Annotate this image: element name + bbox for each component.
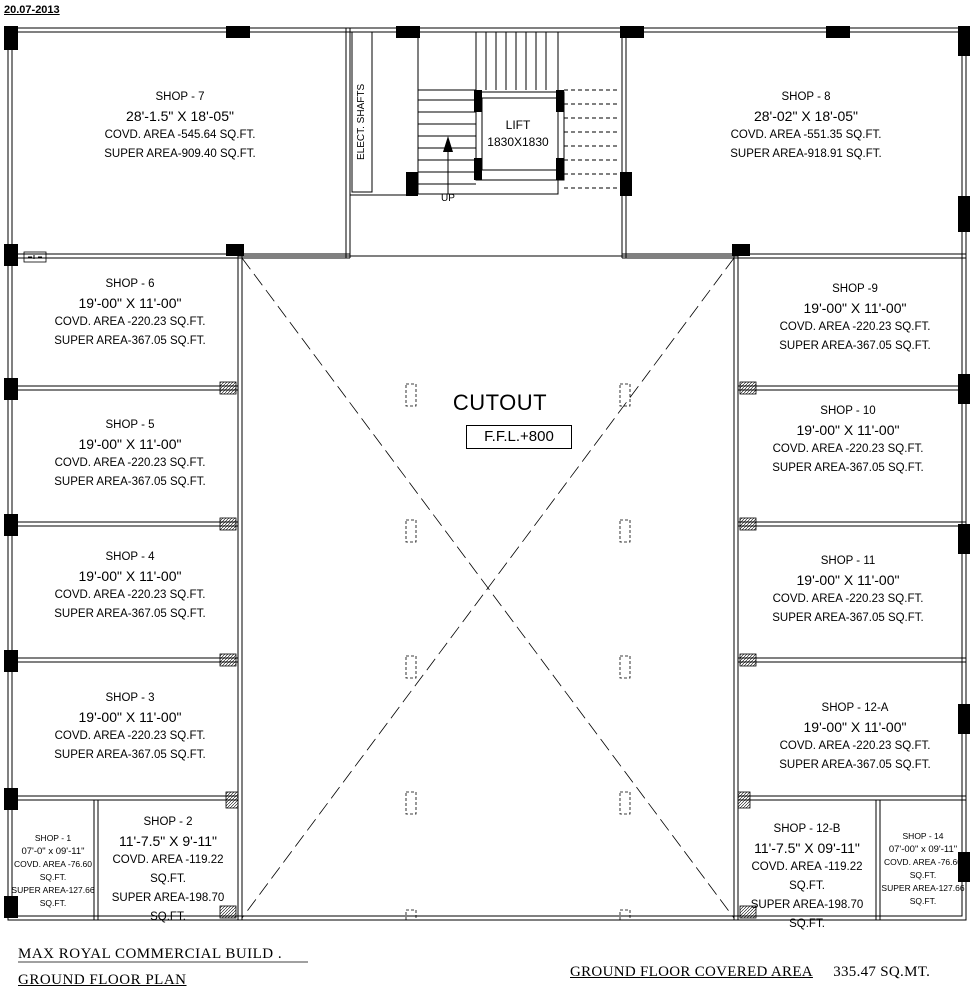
shop-super-area: SUPER AREA-367.05 SQ.FT. — [779, 759, 931, 771]
drawing-date: 20.07-2013 — [4, 4, 60, 16]
shop-name: SHOP - 8 — [781, 91, 831, 103]
shop-name: SHOP - 1 — [34, 833, 72, 843]
shop-covd-area: COVD. AREA -545.64 SQ.FT. — [104, 129, 256, 141]
shop-dims: 19'-00" X 11'-00" — [78, 568, 182, 584]
shop-6-label — [20, 275, 240, 351]
cutout-label: CUTOUT — [452, 390, 548, 415]
shop-name: SHOP - 10 — [820, 405, 876, 417]
floor-level-tag: F.F.L.+800 — [466, 425, 572, 449]
shop-super-area: SUPER AREA-918.91 SQ.FT. — [730, 148, 882, 160]
shop-covd-area: COVD. AREA -220.23 SQ.FT. — [54, 457, 206, 469]
shop-12b-label — [740, 820, 874, 934]
stair-up-label: UP — [441, 193, 455, 204]
shop-covd-area: COVD. AREA -220.23 SQ.FT. — [779, 321, 931, 333]
shop-super-area: SUPER AREA-198.70 SQ.FT. — [750, 899, 864, 930]
shop-super-area: SUPER AREA-127.66 SQ.FT. — [881, 883, 965, 906]
covered-area-value: 335.47 SQ.MT. — [833, 964, 931, 980]
shop-dims: 19'-00" X 11'-00" — [78, 295, 182, 311]
shop-covd-area: COVD. AREA -220.23 SQ.FT. — [54, 589, 206, 601]
shop-name: SHOP - 5 — [105, 419, 155, 431]
shop-3-label — [20, 689, 240, 765]
shop-2-label — [100, 813, 236, 927]
shop-name: SHOP - 7 — [155, 91, 205, 103]
shop-name: SHOP - 4 — [105, 551, 155, 563]
shop-super-area: SUPER AREA-367.05 SQ.FT. — [54, 476, 206, 488]
shop-14-label — [880, 830, 966, 908]
lift-label — [476, 117, 560, 151]
drawing-subtitle: GROUND FLOOR PLAN — [18, 972, 187, 988]
shop-covd-area: COVD. AREA -220.23 SQ.FT. — [772, 593, 924, 605]
covered-area-summary — [570, 964, 930, 981]
lift-size: 1830X1830 — [487, 135, 549, 149]
shop-covd-area: COVD. AREA -119.22 SQ.FT. — [751, 861, 863, 892]
shop-covd-area: COVD. AREA -119.22 SQ.FT. — [112, 854, 224, 885]
shop-super-area: SUPER AREA-367.05 SQ.FT. — [54, 749, 206, 761]
shop-covd-area: COVD. AREA -76.60 SQ.FT. — [14, 859, 92, 882]
shop-covd-area: COVD. AREA -220.23 SQ.FT. — [54, 316, 206, 328]
shop-covd-area: COVD. AREA -220.23 SQ.FT. — [772, 443, 924, 455]
hatched-columns — [220, 382, 756, 918]
shop-name: SHOP - 3 — [105, 692, 155, 704]
elect-shafts-label: ELECT. SHAFTS — [356, 83, 367, 160]
shop-dims: 19'-00" X 11'-00" — [78, 436, 182, 452]
shop-covd-area: COVD. AREA -76.60 SQ.FT. — [884, 857, 962, 880]
shop-dims: 19'-00" X 11'-00" — [796, 422, 900, 438]
shop-super-area: SUPER AREA-127.66 SQ.FT. — [11, 885, 95, 908]
shop-dims: 19'-00" X 11'-00" — [78, 709, 182, 725]
shop-covd-area: COVD. AREA -551.35 SQ.FT. — [730, 129, 882, 141]
shop-name: SHOP - 6 — [105, 278, 155, 290]
shop-covd-area: COVD. AREA -220.23 SQ.FT. — [54, 730, 206, 742]
shop-super-area: SUPER AREA-367.05 SQ.FT. — [54, 335, 206, 347]
lift-name: LIFT — [505, 118, 531, 132]
shop-dims: 07'-00" x 09'-11" — [888, 844, 958, 855]
shop-name: SHOP - 12-A — [821, 702, 889, 714]
shop-super-area: SUPER AREA-367.05 SQ.FT. — [772, 462, 924, 474]
shop-name: SHOP - 12-B — [773, 823, 841, 835]
shop-dims: 19'-00" X 11'-00" — [803, 300, 907, 316]
shop-super-area: SUPER AREA-909.40 SQ.FT. — [104, 148, 256, 160]
shop-dims: 07'-0" x 09'-11" — [21, 846, 85, 857]
shop-covd-area: COVD. AREA -220.23 SQ.FT. — [779, 740, 931, 752]
shop-11-label — [738, 552, 958, 628]
shop-super-area: SUPER AREA-367.05 SQ.FT. — [54, 608, 206, 620]
shop-9-label — [745, 280, 965, 356]
shop-super-area: SUPER AREA-367.05 SQ.FT. — [779, 340, 931, 352]
shop-5-label — [20, 416, 240, 492]
shop-name: SHOP - 11 — [820, 555, 876, 567]
shop-dims: 28'-1.5" X 18'-05" — [126, 108, 234, 124]
shop-super-area: SUPER AREA-198.70 SQ.FT. — [111, 892, 225, 923]
shop-dims: 11'-7.5" X 9'-11" — [118, 833, 218, 849]
shop-12a-label — [745, 699, 965, 775]
shop-10-label — [738, 402, 958, 478]
shop-dims: 11'-7.5" X 09'-11" — [754, 840, 860, 856]
covered-area-label: GROUND FLOOR COVERED AREA — [570, 964, 813, 980]
shop-name: SHOP - 2 — [143, 816, 193, 828]
stair-up-arrow — [443, 136, 453, 152]
shop-dims: 28'-02" X 18'-05" — [753, 108, 858, 124]
shop-name: SHOP - 14 — [902, 831, 944, 841]
shop-super-area: SUPER AREA-367.05 SQ.FT. — [772, 612, 924, 624]
drawing-title: MAX ROYAL COMMERCIAL BUILD . — [18, 946, 283, 962]
shop-1-label — [10, 832, 96, 910]
shop-name: SHOP -9 — [832, 283, 878, 295]
shop-4-label — [20, 548, 240, 624]
shop-7-label — [80, 88, 280, 164]
shop-8-label — [706, 88, 906, 164]
shop-dims: 19'-00" X 11'-00" — [796, 572, 900, 588]
shop-dims: 19'-00" X 11'-00" — [803, 719, 907, 735]
